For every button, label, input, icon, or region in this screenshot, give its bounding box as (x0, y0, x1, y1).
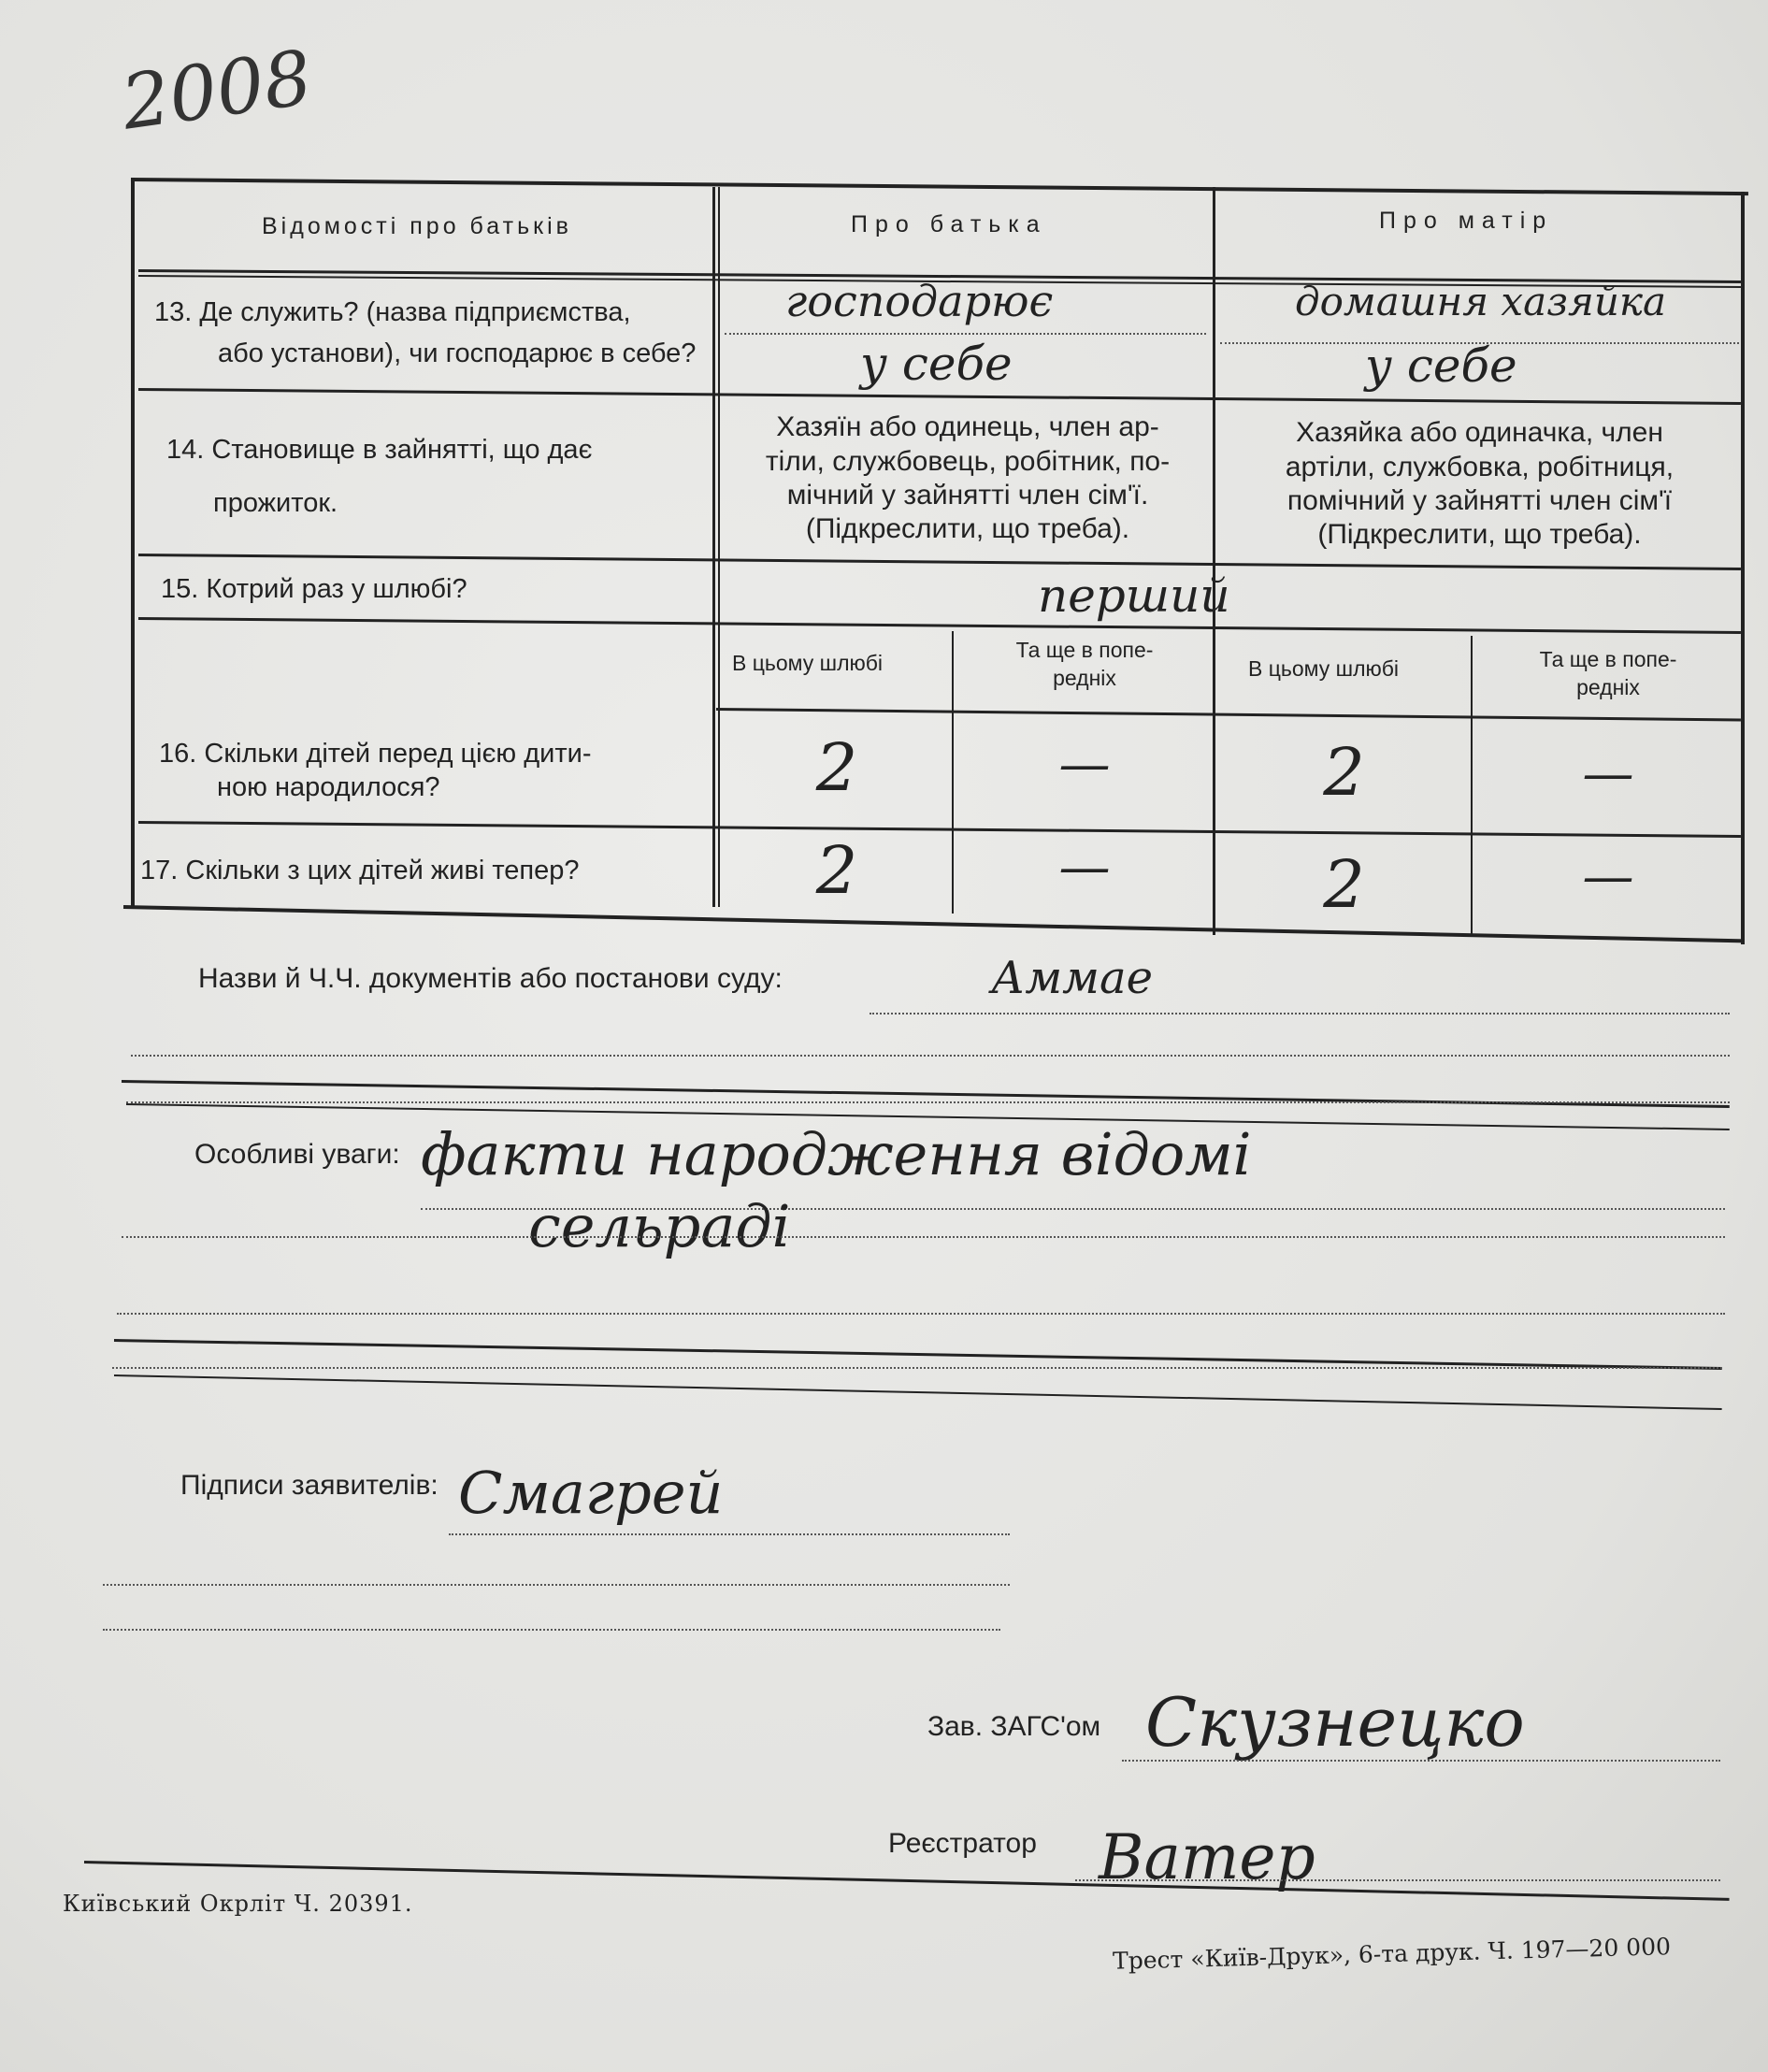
mother-status-line4: (Підкреслити, що треба). (1317, 519, 1642, 550)
header-father: Про батька (851, 211, 1047, 237)
zags-label: Зав. ЗАГС'ом (927, 1711, 1101, 1742)
father-workplace-hand-1: господарює (785, 276, 1054, 326)
q14-line2: прожиток. (213, 488, 338, 518)
mother-status-line3: помічний у зайнятті член сім'ї (1286, 485, 1673, 516)
row16-mother-prev: — (1582, 743, 1634, 803)
subheader-mother-prev-1: Та ще в попе- (1539, 647, 1677, 671)
footer-left: Київський Окрліт Ч. 20391. (63, 1891, 413, 1917)
zags-hand: Скузнецко (1145, 1683, 1525, 1762)
remarks-hand-2: сельраді (528, 1192, 791, 1260)
subheader-mother-this: В цьому шлюбі (1248, 656, 1400, 681)
father-status-line4: (Підкреслити, що треба). (805, 513, 1130, 544)
father-status-line1: Хазяїн або одинець, член ар- (776, 411, 1159, 442)
row16-father-this: 2 (815, 729, 858, 806)
remarks-hand-1: факти народження відомі (421, 1120, 1252, 1188)
q13-line2: або установи), чи господарює в себе? (218, 338, 697, 368)
marriage-count-hand: перший (1038, 568, 1230, 623)
signatures-hand: Смагрей (458, 1459, 724, 1527)
row16-father-prev: — (1058, 734, 1111, 794)
remarks-label: Особливі уваги: (194, 1139, 400, 1170)
q16-line1: 16. Скільки дітей перед цією дити- (159, 739, 592, 769)
row16-mother-this: 2 (1323, 734, 1365, 811)
signatures-label: Підписи заявителів: (180, 1470, 438, 1501)
q15: 15. Котрий раз у шлюбі? (161, 574, 467, 604)
q13-line1: 13. Де служить? (назва підприємства, (154, 297, 631, 327)
registrar-hand: Ватер (1099, 1821, 1315, 1893)
mother-status-line2: артіли, службовка, робітниця, (1285, 452, 1675, 482)
q16-line2: ною народилося? (217, 772, 440, 802)
q17: 17. Скільки з цих дітей живі тепер? (140, 856, 580, 885)
header-mother: Про матір (1379, 208, 1554, 234)
footer-right: Трест «Київ-Друк», 6-та друк. Ч. 197—20 000 (1112, 1933, 1672, 1975)
mother-workplace-hand-1: домашня хазяйка (1295, 279, 1666, 324)
q14-line1: 14. Становище в зайнятті, що дає (166, 435, 593, 465)
subheader-mother-prev-2: редніх (1576, 675, 1640, 699)
documents-label: Назви й Ч.Ч. документів або постанови суду: (198, 963, 783, 994)
row17-father-this: 2 (815, 832, 858, 909)
father-status-line3: мічний у зайнятті член сім'ї. (786, 480, 1149, 511)
header-parents-info: Відомості про батьків (262, 213, 572, 239)
father-workplace-hand-2: у себе (860, 337, 1013, 391)
subheader-father-prev-1: Та ще в попе- (1015, 638, 1154, 662)
subheader-father-this: В цьому шлюбі (732, 651, 884, 675)
row17-mother-prev: — (1582, 846, 1634, 906)
mother-workplace-hand-2: у себе (1365, 338, 1517, 393)
row17-father-prev: — (1058, 837, 1111, 897)
documents-hand: Аммае (991, 952, 1153, 1004)
mother-status-line1: Хазяйка або одиначка, член (1296, 417, 1663, 448)
row17-mother-this: 2 (1323, 846, 1365, 923)
father-status-line2: тіли, службовець, робітник, по- (765, 446, 1171, 477)
archive-number: 2008 (116, 34, 318, 147)
registrar-label: Реєстратор (888, 1828, 1037, 1859)
subheader-father-prev-2: редніх (1053, 666, 1116, 690)
